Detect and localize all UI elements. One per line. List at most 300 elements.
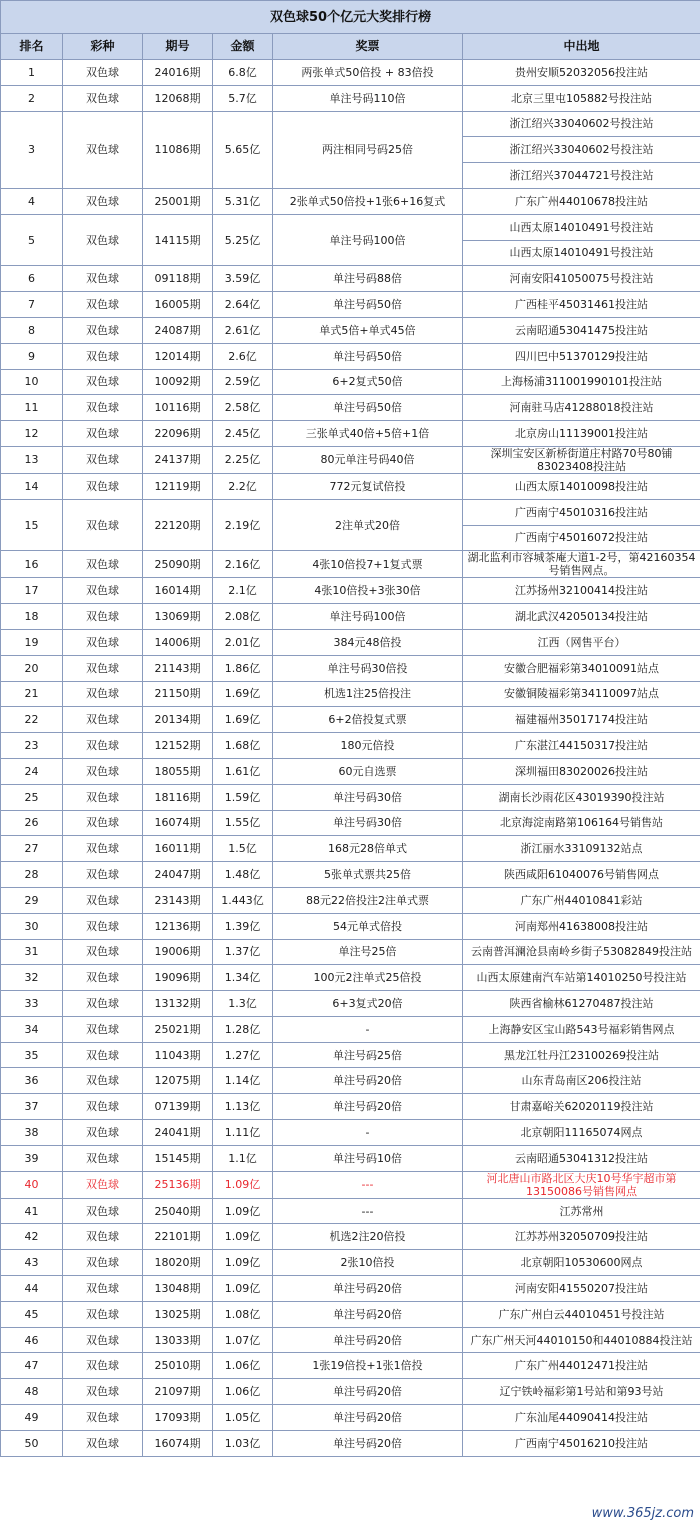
- rank-cell: 13: [1, 446, 63, 473]
- ticket-cell: 384元48倍投: [273, 629, 463, 655]
- ticket-cell: 5张单式票共25倍: [273, 862, 463, 888]
- rank-cell: 49: [1, 1405, 63, 1431]
- issue-cell: 25136期: [143, 1171, 213, 1198]
- rank-cell: 14: [1, 473, 63, 499]
- location-cell: 江西（网售平台）: [463, 629, 700, 655]
- lottery-type-cell: 双色球: [63, 578, 143, 604]
- table-row: [1, 733, 700, 759]
- rank-cell: 37: [1, 1094, 63, 1120]
- table-row: [1, 578, 700, 604]
- rank-cell: 2: [1, 85, 63, 111]
- lottery-type-cell: 双色球: [63, 85, 143, 111]
- table-row: [1, 446, 700, 473]
- amount-cell: 1.69亿: [213, 681, 273, 707]
- table-row: [1, 836, 700, 862]
- location-cell: 黑龙江牡丹江23100269投注站: [463, 1042, 700, 1068]
- issue-cell: 12152期: [143, 733, 213, 759]
- issue-cell: 25021期: [143, 1016, 213, 1042]
- rank-cell: 33: [1, 991, 63, 1017]
- ticket-cell: 6+2复式50倍: [273, 369, 463, 395]
- issue-cell: 12068期: [143, 85, 213, 111]
- rank-cell: 12: [1, 421, 63, 447]
- lottery-type-cell: 双色球: [63, 60, 143, 86]
- table-row: [1, 85, 700, 111]
- ticket-cell: 单注号码30倍投: [273, 655, 463, 681]
- table-row: [1, 1430, 700, 1456]
- amount-cell: 1.13亿: [213, 1094, 273, 1120]
- rank-cell: 17: [1, 578, 63, 604]
- lottery-type-cell: 双色球: [63, 1068, 143, 1094]
- location-cell: 云南普洱澜沧县南岭乡街子53082849投注站: [463, 939, 700, 965]
- table-row: [1, 1145, 700, 1171]
- lottery-type-cell: 双色球: [63, 1353, 143, 1379]
- watermark: www.365jz.com: [591, 1506, 694, 1521]
- rank-cell: 21: [1, 681, 63, 707]
- issue-cell: 21150期: [143, 681, 213, 707]
- lottery-type-cell: 双色球: [63, 1430, 143, 1456]
- table-row: [1, 369, 700, 395]
- ticket-cell: 单注号码50倍: [273, 395, 463, 421]
- lottery-type-cell: 双色球: [63, 473, 143, 499]
- lottery-type-cell: 双色球: [63, 1145, 143, 1171]
- ticket-cell: 单注号码30倍: [273, 810, 463, 836]
- amount-cell: 1.443亿: [213, 887, 273, 913]
- lottery-type-cell: 双色球: [63, 1301, 143, 1327]
- table-row: [1, 655, 700, 681]
- table-row: [1, 317, 700, 343]
- rank-cell: 35: [1, 1042, 63, 1068]
- issue-cell: 24016期: [143, 60, 213, 86]
- ticket-cell: 单注号码20倍: [273, 1379, 463, 1405]
- table-row: [1, 1327, 700, 1353]
- ticket-cell: 2张单式50倍投+1张6+16复式: [273, 188, 463, 214]
- rank-cell: 38: [1, 1120, 63, 1146]
- issue-cell: 13069期: [143, 604, 213, 630]
- rank-cell: 29: [1, 887, 63, 913]
- table-row: [1, 629, 700, 655]
- amount-cell: 2.1亿: [213, 578, 273, 604]
- lottery-type-cell: 双色球: [63, 887, 143, 913]
- amount-cell: 1.09亿: [213, 1198, 273, 1224]
- location-cell: 四川巴中51370129投注站: [463, 343, 700, 369]
- ticket-cell: 单注号码100倍: [273, 604, 463, 630]
- lottery-type-cell: 双色球: [63, 655, 143, 681]
- issue-cell: 19096期: [143, 965, 213, 991]
- ticket-cell: 三张单式40倍+5倍+1倍: [273, 421, 463, 447]
- ticket-cell: -: [273, 1120, 463, 1146]
- lottery-type-cell: 双色球: [63, 991, 143, 1017]
- issue-cell: 25001期: [143, 188, 213, 214]
- table-row: [1, 1250, 700, 1276]
- rank-cell: 41: [1, 1198, 63, 1224]
- issue-cell: 12119期: [143, 473, 213, 499]
- issue-cell: 24137期: [143, 446, 213, 473]
- ticket-cell: 单注号码20倍: [273, 1094, 463, 1120]
- ticket-cell: 单注号码20倍: [273, 1276, 463, 1302]
- issue-cell: 15145期: [143, 1145, 213, 1171]
- location-cell: 深圳宝安区新桥街道庄村路70号80铺83023408投注站: [463, 446, 700, 473]
- location-cell: 安徽合肥福彩第34010091站点: [463, 655, 700, 681]
- lottery-type-cell: 双色球: [63, 266, 143, 292]
- amount-cell: 2.08亿: [213, 604, 273, 630]
- rank-cell: 27: [1, 836, 63, 862]
- table-row: [1, 1276, 700, 1302]
- location-cell: 湖南长沙雨花区43019390投注站: [463, 784, 700, 810]
- issue-cell: 16011期: [143, 836, 213, 862]
- amount-cell: 2.16亿: [213, 551, 273, 578]
- location-cell: 辽宁铁岭福彩第1号站和第93号站: [463, 1379, 700, 1405]
- table-row: [1, 1068, 700, 1094]
- lottery-type-cell: 双色球: [63, 1198, 143, 1224]
- table-row: [1, 913, 700, 939]
- table-row: [1, 1224, 700, 1250]
- table-row: [1, 292, 700, 318]
- amount-cell: 2.58亿: [213, 395, 273, 421]
- rank-cell: 24: [1, 758, 63, 784]
- amount-cell: 5.7亿: [213, 85, 273, 111]
- issue-cell: 25010期: [143, 1353, 213, 1379]
- location-cell: 江苏常州: [463, 1198, 700, 1224]
- amount-cell: 1.59亿: [213, 784, 273, 810]
- ticket-cell: ---: [273, 1198, 463, 1224]
- header-rank: 排名: [1, 34, 63, 60]
- location-cell: 河南安阳41550207投注站: [463, 1276, 700, 1302]
- table-row: [1, 1379, 700, 1405]
- amount-cell: 1.08亿: [213, 1301, 273, 1327]
- ticket-cell: ---: [273, 1171, 463, 1198]
- lottery-type-cell: 双色球: [63, 188, 143, 214]
- lottery-type-cell: 双色球: [63, 446, 143, 473]
- location-cell: 江苏苏州32050709投注站: [463, 1224, 700, 1250]
- rank-cell: 31: [1, 939, 63, 965]
- table-row: [1, 266, 700, 292]
- issue-cell: 16074期: [143, 810, 213, 836]
- location-cell: 浙江绍兴33040602号投注站: [463, 111, 700, 137]
- issue-cell: 18055期: [143, 758, 213, 784]
- ticket-cell: 6+2倍投复式票: [273, 707, 463, 733]
- location-cell: 广西桂平45031461投注站: [463, 292, 700, 318]
- amount-cell: 1.11亿: [213, 1120, 273, 1146]
- location-cell: 广东广州白云44010451号投注站: [463, 1301, 700, 1327]
- ticket-cell: 单注号码88倍: [273, 266, 463, 292]
- ticket-cell: 两张单式50倍投 + 83倍投: [273, 60, 463, 86]
- rank-cell: 20: [1, 655, 63, 681]
- issue-cell: 24087期: [143, 317, 213, 343]
- header-lottery-type: 彩种: [63, 34, 143, 60]
- ticket-cell: 1张19倍投+1张1倍投: [273, 1353, 463, 1379]
- issue-cell: 12136期: [143, 913, 213, 939]
- ticket-cell: 单注号码20倍: [273, 1327, 463, 1353]
- ticket-cell: 单注号码110倍: [273, 85, 463, 111]
- lottery-type-cell: 双色球: [63, 1276, 143, 1302]
- issue-cell: 22096期: [143, 421, 213, 447]
- rank-cell: 44: [1, 1276, 63, 1302]
- table-row: [1, 1405, 700, 1431]
- amount-cell: 1.05亿: [213, 1405, 273, 1431]
- ticket-cell: 168元28倍单式: [273, 836, 463, 862]
- location-cell: 湖北监利市容城茶庵大道1-2号，第42160354号销售网点。: [463, 551, 700, 578]
- rank-cell: 34: [1, 1016, 63, 1042]
- rank-cell: 47: [1, 1353, 63, 1379]
- rank-cell: 10: [1, 369, 63, 395]
- lottery-type-cell: 双色球: [63, 733, 143, 759]
- amount-cell: 2.61亿: [213, 317, 273, 343]
- table-row: [1, 1353, 700, 1379]
- issue-cell: 13048期: [143, 1276, 213, 1302]
- amount-cell: 2.6亿: [213, 343, 273, 369]
- table-row: [1, 395, 700, 421]
- location-cell: 广西南宁45016210投注站: [463, 1430, 700, 1456]
- amount-cell: 1.03亿: [213, 1430, 273, 1456]
- lottery-type-cell: 双色球: [63, 1171, 143, 1198]
- lottery-type-cell: 双色球: [63, 1224, 143, 1250]
- location-cell: 广东广州44010678投注站: [463, 188, 700, 214]
- amount-cell: 1.14亿: [213, 1068, 273, 1094]
- issue-cell: 16014期: [143, 578, 213, 604]
- lottery-type-cell: 双色球: [63, 421, 143, 447]
- rank-cell: 4: [1, 188, 63, 214]
- rank-cell: 42: [1, 1224, 63, 1250]
- table-row: [1, 214, 700, 240]
- table-row: [1, 965, 700, 991]
- location-cell: 北京海淀南路第106164号销售站: [463, 810, 700, 836]
- ticket-cell: 机选1注25倍投注: [273, 681, 463, 707]
- lottery-type-cell: 双色球: [63, 681, 143, 707]
- lottery-type-cell: 双色球: [63, 758, 143, 784]
- rank-cell: 11: [1, 395, 63, 421]
- amount-cell: 1.68亿: [213, 733, 273, 759]
- amount-cell: 1.5亿: [213, 836, 273, 862]
- rank-cell: 46: [1, 1327, 63, 1353]
- amount-cell: 1.61亿: [213, 758, 273, 784]
- issue-cell: 12075期: [143, 1068, 213, 1094]
- location-cell: 北京三里屯105882号投注站: [463, 85, 700, 111]
- issue-cell: 24047期: [143, 862, 213, 888]
- table-row: [1, 1301, 700, 1327]
- issue-cell: 22120期: [143, 499, 213, 551]
- amount-cell: 1.28亿: [213, 1016, 273, 1042]
- table-body: [1, 60, 700, 1457]
- amount-cell: 1.1亿: [213, 1145, 273, 1171]
- amount-cell: 6.8亿: [213, 60, 273, 86]
- table-row: [1, 939, 700, 965]
- rank-cell: 3: [1, 111, 63, 188]
- rank-cell: 15: [1, 499, 63, 551]
- lottery-type-cell: 双色球: [63, 604, 143, 630]
- location-cell: 广东广州天河44010150和44010884投注站: [463, 1327, 700, 1353]
- location-cell: 山西太原14010098投注站: [463, 473, 700, 499]
- amount-cell: 1.48亿: [213, 862, 273, 888]
- table-row: [1, 991, 700, 1017]
- ticket-cell: 单注号25倍: [273, 939, 463, 965]
- location-cell: 浙江丽水33109132站点: [463, 836, 700, 862]
- rank-cell: 48: [1, 1379, 63, 1405]
- ticket-cell: 单注号码30倍: [273, 784, 463, 810]
- issue-cell: 16005期: [143, 292, 213, 318]
- ticket-cell: 2注单式20倍: [273, 499, 463, 551]
- amount-cell: 1.07亿: [213, 1327, 273, 1353]
- issue-cell: 19006期: [143, 939, 213, 965]
- table-row: [1, 60, 700, 86]
- issue-cell: 07139期: [143, 1094, 213, 1120]
- amount-cell: 1.27亿: [213, 1042, 273, 1068]
- lottery-type-cell: 双色球: [63, 395, 143, 421]
- table-row: [1, 681, 700, 707]
- amount-cell: 5.65亿: [213, 111, 273, 188]
- ticket-cell: 单注号码50倍: [273, 292, 463, 318]
- table-row: [1, 551, 700, 578]
- table-row: [1, 862, 700, 888]
- amount-cell: 2.45亿: [213, 421, 273, 447]
- rank-cell: 28: [1, 862, 63, 888]
- header-ticket: 奖票: [273, 34, 463, 60]
- amount-cell: 1.34亿: [213, 965, 273, 991]
- lottery-type-cell: 双色球: [63, 111, 143, 188]
- issue-cell: 14115期: [143, 214, 213, 266]
- rank-cell: 8: [1, 317, 63, 343]
- ticket-cell: 80元单注号码40倍: [273, 446, 463, 473]
- rank-cell: 40: [1, 1171, 63, 1198]
- location-cell: 上海杨浦311001990101投注站: [463, 369, 700, 395]
- location-cell: 云南昭通53041312投注站: [463, 1145, 700, 1171]
- ticket-cell: 单注号码20倍: [273, 1301, 463, 1327]
- issue-cell: 13025期: [143, 1301, 213, 1327]
- rank-cell: 32: [1, 965, 63, 991]
- issue-cell: 18116期: [143, 784, 213, 810]
- amount-cell: 5.25亿: [213, 214, 273, 266]
- location-cell: 北京朝阳10530600网点: [463, 1250, 700, 1276]
- ticket-cell: 单注号码20倍: [273, 1068, 463, 1094]
- table-row: [1, 604, 700, 630]
- lottery-type-cell: 双色球: [63, 784, 143, 810]
- amount-cell: 1.06亿: [213, 1379, 273, 1405]
- location-cell: 安徽铜陵福彩第34110097站点: [463, 681, 700, 707]
- rank-cell: 5: [1, 214, 63, 266]
- location-cell: 上海静安区宝山路543号福彩销售网点: [463, 1016, 700, 1042]
- lottery-type-cell: 双色球: [63, 369, 143, 395]
- location-cell: 广东汕尾44090414投注站: [463, 1405, 700, 1431]
- amount-cell: 5.31亿: [213, 188, 273, 214]
- lottery-type-cell: 双色球: [63, 343, 143, 369]
- ticket-cell: 2张10倍投: [273, 1250, 463, 1276]
- rank-cell: 22: [1, 707, 63, 733]
- table-title: 双色球50个亿元大奖排行榜: [1, 1, 700, 34]
- location-cell: 陕西省榆林61270487投注站: [463, 991, 700, 1017]
- issue-cell: 13132期: [143, 991, 213, 1017]
- table-row: [1, 1198, 700, 1224]
- amount-cell: 3.59亿: [213, 266, 273, 292]
- ticket-cell: 单注号码100倍: [273, 214, 463, 266]
- amount-cell: 1.55亿: [213, 810, 273, 836]
- lottery-type-cell: 双色球: [63, 1250, 143, 1276]
- rank-cell: 26: [1, 810, 63, 836]
- amount-cell: 1.86亿: [213, 655, 273, 681]
- lottery-type-cell: 双色球: [63, 1405, 143, 1431]
- location-cell: 福建福州35017174投注站: [463, 707, 700, 733]
- lottery-type-cell: 双色球: [63, 1120, 143, 1146]
- lottery-type-cell: 双色球: [63, 939, 143, 965]
- amount-cell: 1.69亿: [213, 707, 273, 733]
- rank-cell: 39: [1, 1145, 63, 1171]
- issue-cell: 10092期: [143, 369, 213, 395]
- header-location: 中出地: [463, 34, 700, 60]
- ticket-cell: 6+3复式20倍: [273, 991, 463, 1017]
- amount-cell: 1.09亿: [213, 1250, 273, 1276]
- issue-cell: 14006期: [143, 629, 213, 655]
- location-cell: 浙江绍兴33040602号投注站: [463, 137, 700, 163]
- location-cell: 甘肃嘉峪关62020119投注站: [463, 1094, 700, 1120]
- amount-cell: 1.37亿: [213, 939, 273, 965]
- table-row: [1, 810, 700, 836]
- issue-cell: 23143期: [143, 887, 213, 913]
- lottery-type-cell: 双色球: [63, 499, 143, 551]
- rank-cell: 30: [1, 913, 63, 939]
- location-cell: 广东广州44010841彩站: [463, 887, 700, 913]
- ticket-cell: 60元自选票: [273, 758, 463, 784]
- header-issue: 期号: [143, 34, 213, 60]
- ticket-cell: 4张10倍投+3张30倍: [273, 578, 463, 604]
- issue-cell: 11086期: [143, 111, 213, 188]
- issue-cell: 24041期: [143, 1120, 213, 1146]
- ticket-cell: 772元复试倍投: [273, 473, 463, 499]
- location-cell: 山东青岛南区206投注站: [463, 1068, 700, 1094]
- location-cell: 云南昭通53041475投注站: [463, 317, 700, 343]
- location-cell: 山西太原建南汽车站第14010250号投注站: [463, 965, 700, 991]
- ticket-cell: 机选2注20倍投: [273, 1224, 463, 1250]
- issue-cell: 21143期: [143, 655, 213, 681]
- ticket-cell: 54元单式倍投: [273, 913, 463, 939]
- lottery-type-cell: 双色球: [63, 1327, 143, 1353]
- ticket-cell: 单注号码25倍: [273, 1042, 463, 1068]
- rank-cell: 25: [1, 784, 63, 810]
- ticket-cell: 单注号码50倍: [273, 343, 463, 369]
- lottery-type-cell: 双色球: [63, 551, 143, 578]
- location-cell: 河北唐山市路北区大庆10号华宇超市第13150086号销售网点: [463, 1171, 700, 1198]
- location-cell: 广东广州44012471投注站: [463, 1353, 700, 1379]
- issue-cell: 09118期: [143, 266, 213, 292]
- lottery-type-cell: 双色球: [63, 1379, 143, 1405]
- rank-cell: 1: [1, 60, 63, 86]
- location-cell: 贵州安顺52032056投注站: [463, 60, 700, 86]
- issue-cell: 20134期: [143, 707, 213, 733]
- rank-cell: 7: [1, 292, 63, 318]
- ticket-cell: 单式5倍+单式45倍: [273, 317, 463, 343]
- amount-cell: 2.64亿: [213, 292, 273, 318]
- table-row: [1, 499, 700, 525]
- rank-cell: 6: [1, 266, 63, 292]
- table-row: [1, 343, 700, 369]
- lottery-type-cell: 双色球: [63, 317, 143, 343]
- issue-cell: 17093期: [143, 1405, 213, 1431]
- amount-cell: 2.25亿: [213, 446, 273, 473]
- table-row: [1, 188, 700, 214]
- amount-cell: 2.01亿: [213, 629, 273, 655]
- location-cell: 广西南宁45010316投注站: [463, 499, 700, 525]
- ticket-cell: 4张10倍投7+1复式票: [273, 551, 463, 578]
- location-cell: 山西太原14010491号投注站: [463, 214, 700, 240]
- lottery-type-cell: 双色球: [63, 1094, 143, 1120]
- lottery-type-cell: 双色球: [63, 292, 143, 318]
- ticket-cell: 单注号码10倍: [273, 1145, 463, 1171]
- issue-cell: 13033期: [143, 1327, 213, 1353]
- rank-cell: 45: [1, 1301, 63, 1327]
- amount-cell: 1.3亿: [213, 991, 273, 1017]
- header-amount: 金额: [213, 34, 273, 60]
- amount-cell: 2.59亿: [213, 369, 273, 395]
- rank-cell: 18: [1, 604, 63, 630]
- location-cell: 河南安阳41050075号投注站: [463, 266, 700, 292]
- lottery-type-cell: 双色球: [63, 862, 143, 888]
